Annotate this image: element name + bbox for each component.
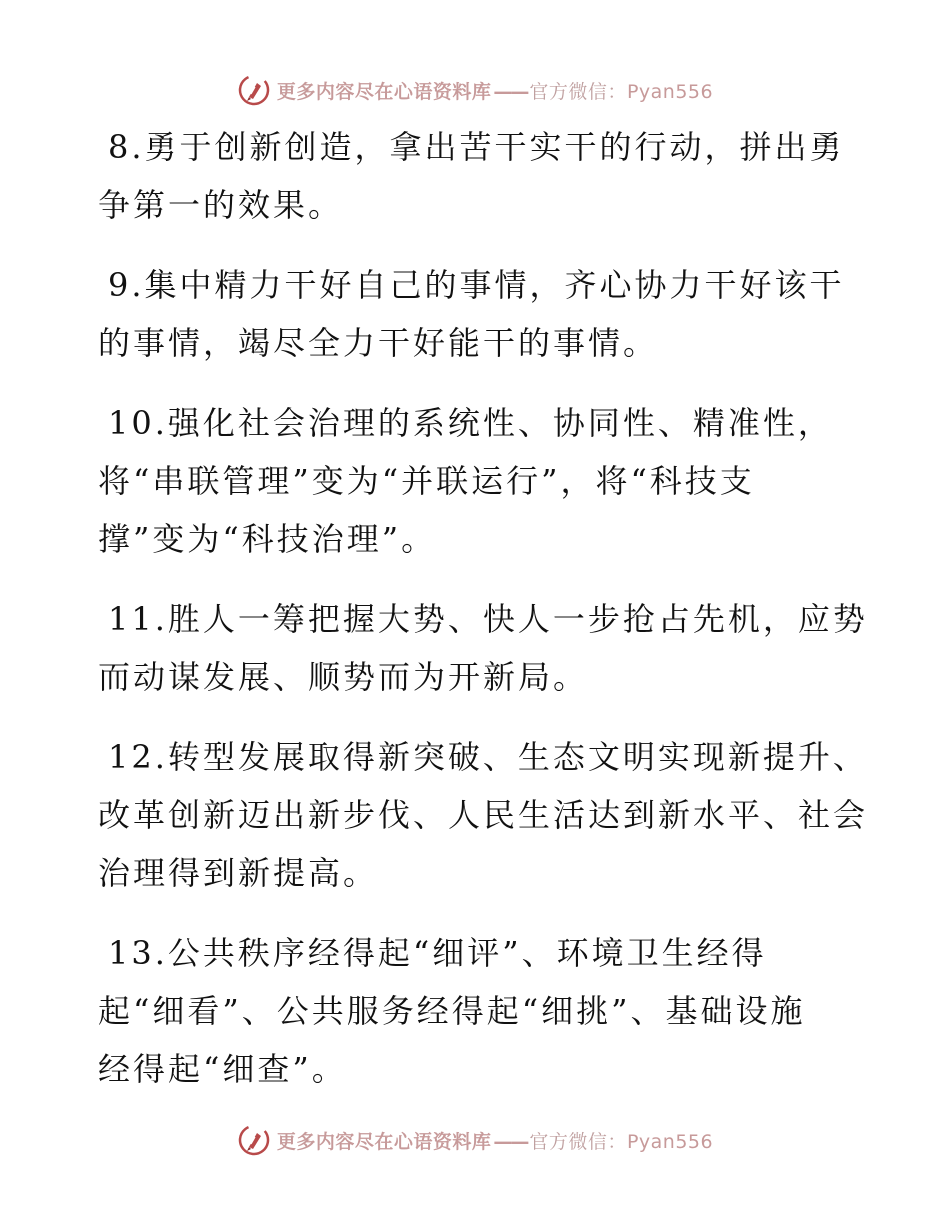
watermark-dash: —— — [493, 80, 528, 103]
header-watermark — [0, 70, 950, 110]
text-line: 9.集中精力干好自己的事情，齐心协力干好该干 — [108, 266, 845, 304]
text-line: 撑”变为“科技治理”。 — [98, 520, 437, 558]
watermark-wechat-label: 官方微信： — [529, 1130, 627, 1153]
list-item-10 — [98, 394, 858, 568]
text-line: 11.胜人一筹把握大势、快人一步抢占先机，应势 — [108, 600, 868, 638]
watermark-wechat-label: 官方微信： — [529, 80, 627, 103]
list-item-8 — [98, 118, 858, 234]
watermark-account: Pyan556 — [626, 80, 714, 103]
watermark-text — [277, 1127, 713, 1154]
pen-nib-circle-icon — [237, 73, 271, 107]
text-line: 而动谋发展、顺势而为开新局。 — [98, 658, 589, 696]
text-line: 将“串联管理”变为“并联运行”，将“科技支 — [98, 462, 755, 500]
text-line: 经得起“细查”。 — [98, 1050, 347, 1088]
footer-watermark — [0, 1120, 950, 1160]
list-item-13 — [98, 924, 858, 1098]
watermark-dash: —— — [493, 1130, 528, 1153]
document-body — [98, 118, 869, 1120]
watermark-site-name: 更多内容尽在心语资料库 — [276, 1130, 492, 1153]
watermark-account: Pyan556 — [626, 1130, 714, 1153]
text-line: 改革创新迈出新步伐、人民生活达到新水平、社会 — [98, 796, 869, 834]
list-item-11 — [98, 590, 868, 706]
text-line: 13.公共秩序经得起“细评”、环境卫生经得 — [108, 934, 767, 972]
watermark-text — [277, 77, 713, 104]
text-line: 的事情，竭尽全力干好能干的事情。 — [98, 324, 659, 362]
pen-nib-circle-icon — [237, 1123, 271, 1157]
text-line: 8.勇于创新创造，拿出苦干实干的行动，拼出勇 — [108, 128, 845, 166]
list-item-12 — [98, 728, 869, 902]
list-item-9 — [98, 256, 858, 372]
watermark-site-name: 更多内容尽在心语资料库 — [276, 80, 492, 103]
text-line: 10.强化社会治理的系统性、协同性、精准性， — [108, 404, 833, 442]
text-line: 治理得到新提高。 — [98, 854, 379, 892]
text-line: 争第一的效果。 — [98, 186, 344, 224]
text-line: 12.转型发展取得新突破、生态文明实现新提升、 — [108, 738, 868, 776]
text-line: 起“细看”、公共服务经得起“细挑”、基础设施 — [98, 992, 806, 1030]
